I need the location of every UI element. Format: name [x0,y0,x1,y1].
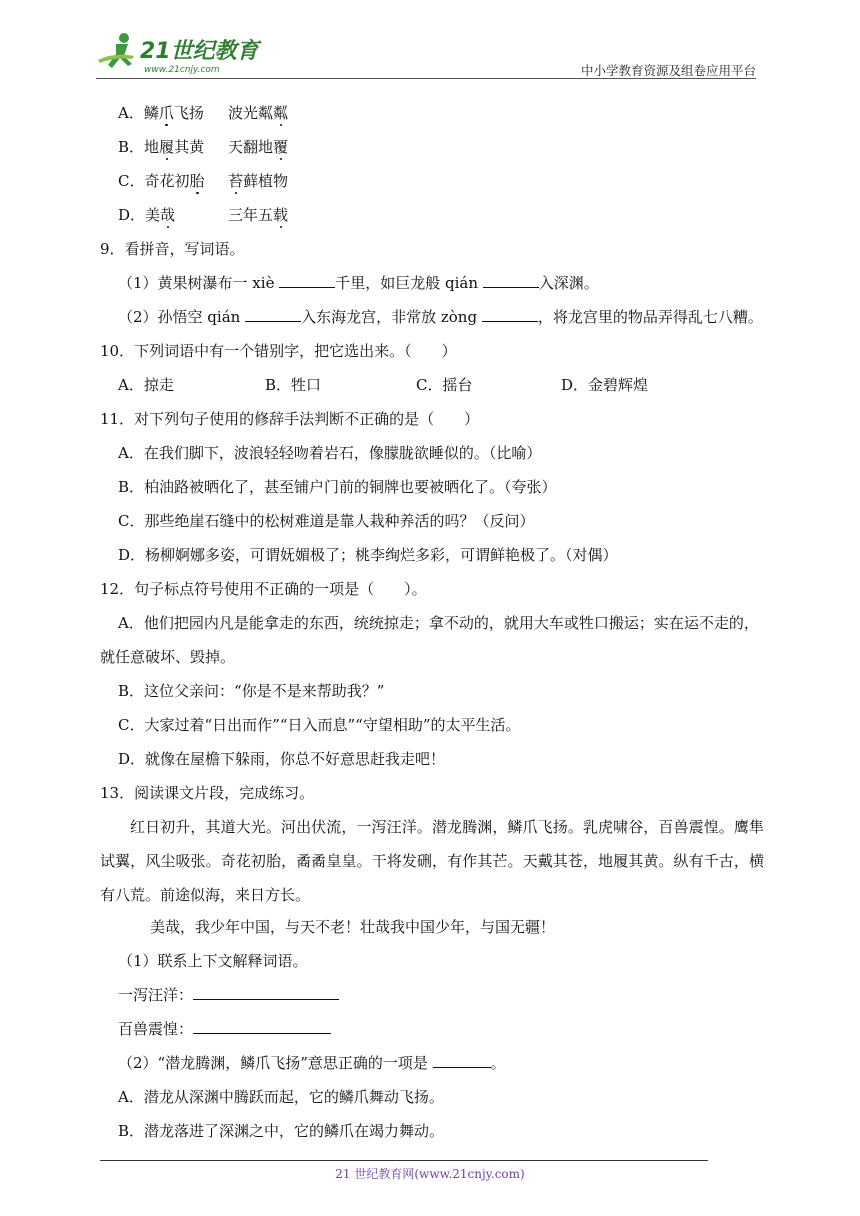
answer-blank[interactable] [433,1053,491,1068]
q13-sub2-option-a: A．潜龙从深渊中腾跃而起，它的鳞爪舞动飞扬。 [118,1088,444,1106]
q13-passage-closing: 美哉，我少年中国，与天不老！壮哉我中国少年，与国无疆！ [150,918,556,936]
q8-c-word1: 奇花初胎 [144,172,205,190]
site-logo [94,30,264,78]
q11-option-c: C．那些绝崖石缝中的松树难道是靠人栽种养活的吗？（反问） [118,512,535,530]
q12-option-c: C．大家过着“日出而作”“日入而息”“守望相助”的太平生活。 [118,716,521,734]
q8-a-word2: 波光粼粼 [228,104,289,122]
q11-option-a: A．在我们脚下，波浪轻轻吻着岩石，像朦胧欲睡似的。（比喻） [118,444,542,462]
answer-blank[interactable] [483,273,539,288]
svg-text:21世纪教育: 21世纪教育 [140,39,259,64]
q8-d-word2: 三年五载 [228,206,289,224]
q10-option-a: A．掠走 [118,376,174,394]
answer-blank[interactable] [193,1019,331,1034]
answer-blank[interactable] [279,273,335,288]
q8-d-word1: 美哉 [145,206,176,224]
q13-passage: 红日初升，其道大光。河出伏流，一泻汪洋。潜龙腾渊，鳞爪飞扬。乳虎啸谷，百兽震惶。鹰隼试翼，风尘吸张。奇花初胎，矞矞皇皇。干将发硎，有作其芒。天戴其苍，地履其黄。纵有千古，横有八荒。前途似海，来日方长。 [100,818,764,904]
q8-option-d: D．美哉 三年五载 [118,206,289,224]
q13-sub2-stem: （2）“潜龙腾渊，鳞爪飞扬”意思正确的一项是 。 [118,1054,506,1072]
q9-sentence-2: （2）孙悟空 qián 入东海龙宫，非常放 zòng ，将龙宫里的物品弄得乱七八糟。 [118,308,763,326]
q10-option-c: C．摇台 [416,376,473,394]
q11-stem: 11．对下列句子使用的修辞手法判断不正确的是（ ） [100,410,480,428]
page-header [0,0,860,80]
q12-option-a-line2: 就任意破坏、毁掉。 [100,648,236,666]
q12-stem: 12．句子标点符号使用不正确的一项是（ ）。 [100,580,427,598]
q13-word2: 百兽震惶： [118,1019,331,1039]
q8-b-word1: 地履其黄 [144,138,205,156]
header-divider [96,78,756,79]
platform-name: 中小学教育资源及组卷应用平台 [580,63,756,78]
q8-a-word1: 鳞爪飞扬 [143,104,204,122]
footer-text: 21 世纪教育网(www.21cnjy.com) [335,1167,525,1181]
answer-blank[interactable] [193,985,339,1000]
q8-option-a: A．鳞爪飞扬 波光粼粼 [118,104,289,122]
q8-option-b: B．地履其黄 天翻地覆 [118,138,289,156]
q8-c-word2: 苔藓植物 [228,172,289,190]
answer-blank[interactable] [245,307,301,322]
q12-option-b: B．这位父亲问：“你是不是来帮助我？” [118,682,385,700]
q9-stem: 9．看拼音，写词语。 [100,240,245,258]
q13-word1: 一泻汪洋： [118,985,339,1005]
q13-stem: 13．阅读课文片段，完成练习。 [100,784,315,802]
q10-option-d: D．金碧辉煌 [561,376,649,394]
q11-option-b: B．柏油路被晒化了，甚至铺户门前的铜牌也要被晒化了。（夸张） [118,478,557,496]
footer-divider [100,1160,708,1161]
q9-sentence-1: （1）黄果树瀑布一 xiè 千里，如巨龙般 qián 入深渊。 [118,274,599,292]
q13-sub1-stem: （1）联系上下文解释词语。 [118,952,308,970]
q12-option-d: D．就像在屋檐下躲雨，你总不好意思赶我走吧！ [118,750,446,768]
q10-options [118,375,718,395]
q11-option-d: D．杨柳婀娜多姿，可谓妩媚极了；桃李绚烂多彩，可谓鲜艳极了。（对偶） [118,546,618,564]
answer-blank[interactable] [482,307,538,322]
q8-option-c: C．奇花初胎 苔藓植物 [118,172,289,190]
q8-b-word2: 天翻地覆 [228,138,289,156]
q10-stem: 10．下列词语中有一个错别字，把它选出来。（ ） [100,342,457,360]
svg-text:www.21cnjy.com: www.21cnjy.com [144,65,220,75]
q12-option-a-line1: A．他们把园内凡是能拿走的东西，统统掠走；拿不动的，就用大车或牲口搬运；实在运不走的， [118,614,759,632]
q13-sub2-option-b: B．潜龙落进了深渊之中，它的鳞爪在竭力舞动。 [118,1122,445,1140]
q10-option-b: B．牲口 [265,376,322,394]
